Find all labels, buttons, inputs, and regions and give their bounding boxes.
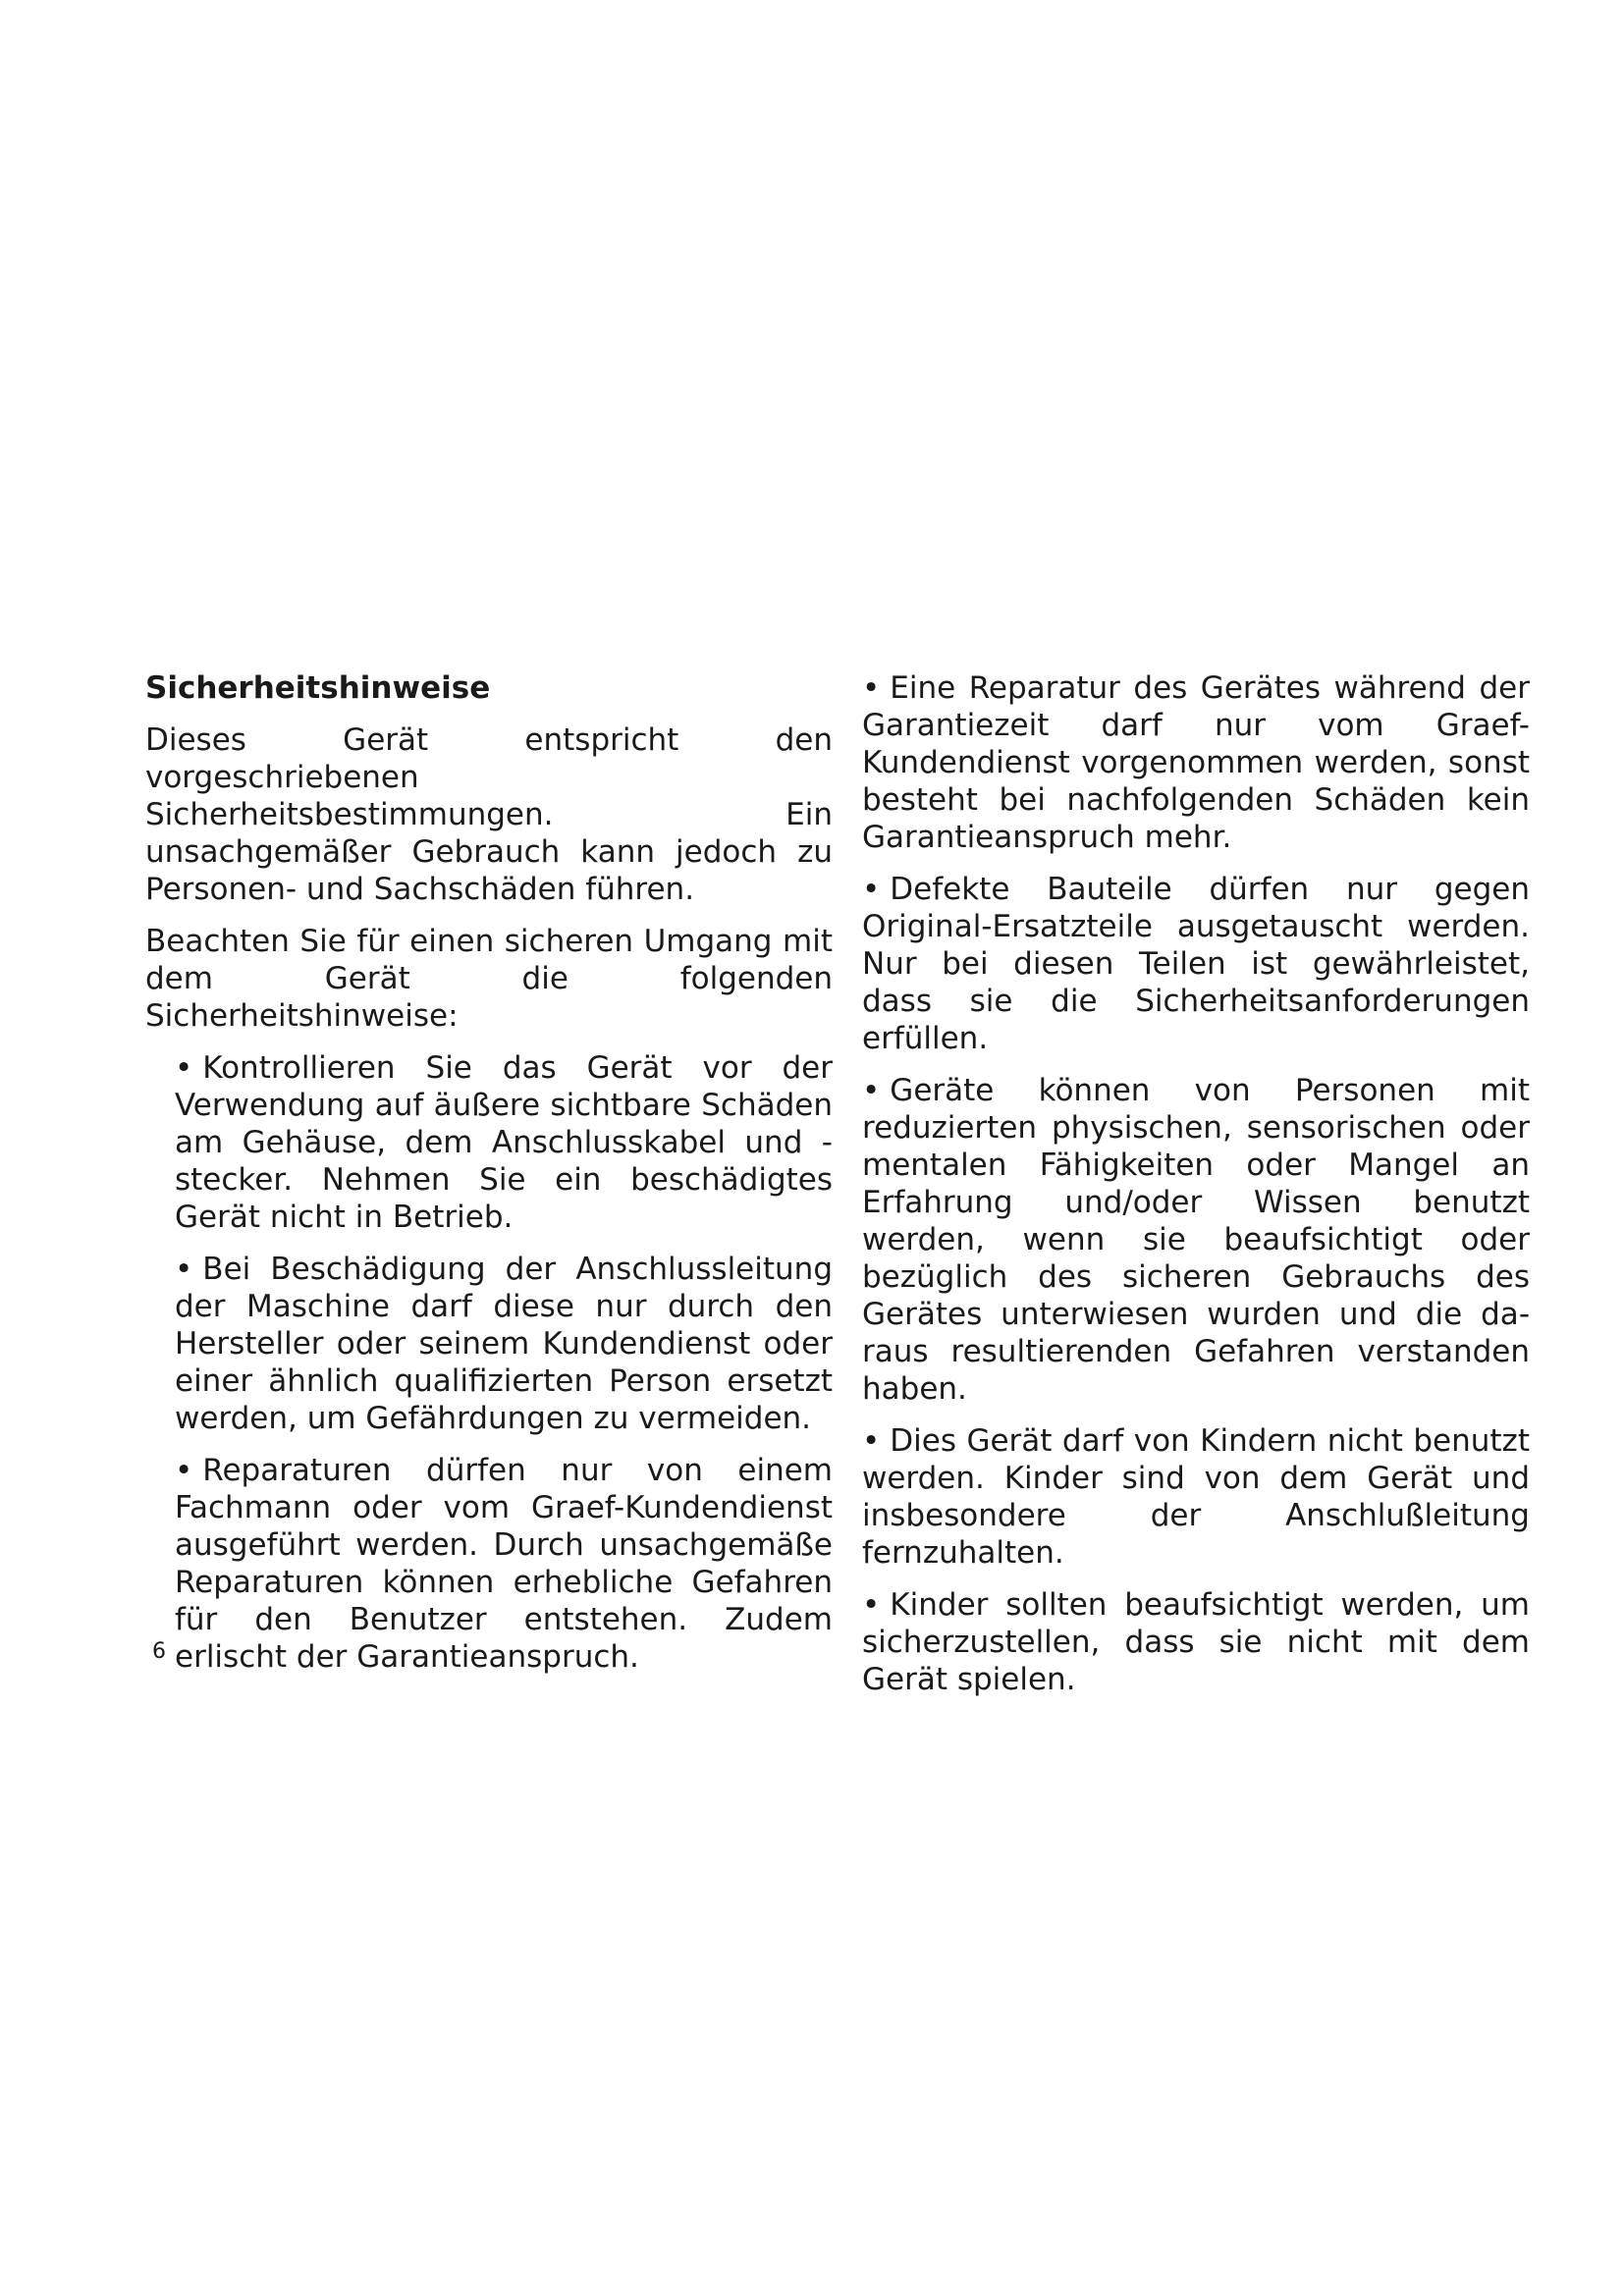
bullet-icon: • (862, 670, 881, 706)
bullet-item (862, 871, 1530, 1057)
bullet-text: Geräte können von Personen mit reduzierten physischen, sensorischen oder mentalen Fähigkeiten oder Mangel an Erfahrung und/oder Wissen benutzt werden, wenn sie beaufsichtigt oder bezüglich des sicheren Gebrauchs des Gerätes unterwiesen wurden und die daraus resultierenden Gefahren verstanden haben. (862, 1073, 1530, 1407)
bullet-text: Eine Reparatur des Gerätes während der Garantiezeit darf nur vom Graef-Kundendienst vorgenommen werden, sonst besteht bei nachfolgenden Schäden kein Garantieanspruch mehr. (862, 670, 1530, 855)
bullet-icon: • (862, 872, 881, 907)
bullet-text: Defekte Bauteile dürfen nur gegen Original-Ersatzteile ausgetauscht werden. Nur bei diesen Teilen ist gewährleistet, dass sie die Sicherheitsanforderungen erfüllen. (862, 872, 1530, 1056)
bullet-icon: • (175, 1453, 193, 1488)
bullet-item (862, 1586, 1530, 1698)
bullet-item (175, 1049, 833, 1236)
bullet-icon: • (862, 1073, 881, 1108)
section-heading: Sicherheitshinweise (145, 670, 491, 706)
bullet-item (862, 1072, 1530, 1408)
bullet-item (862, 669, 1530, 856)
bullet-text: Dies Gerät darf von Kindern nicht benutzt werden. Kinder sind von dem Gerät und insbesondere der Anschlußleitung fernzuhalten. (862, 1423, 1530, 1571)
intro-paragraph-2: Beachten Sie für einen sicheren Umgang mit dem Gerät die folgenden Sicherheitshinweise: (145, 924, 833, 1034)
bullet-list-right (862, 669, 1530, 1698)
bullet-list-left (145, 1049, 833, 1676)
bullet-item (175, 1251, 833, 1437)
bullet-text: Kontrollieren Sie das Gerät vor der Verwendung auf äußere sichtbare Schäden am Gehäuse, dem Anschlusskabel und -stecker. Nehmen Sie ein beschädigtes Gerät nicht in Betrieb. (175, 1050, 833, 1235)
bullet-icon: • (862, 1587, 881, 1623)
bullet-item (862, 1422, 1530, 1572)
right-column (862, 669, 1530, 1713)
bullet-icon: • (862, 1423, 881, 1459)
bullet-text: Kinder sollten beaufsichtigt werden, um sicherzustellen, dass sie nicht mit dem Gerät spielen. (862, 1587, 1530, 1697)
intro-paragraph-1: Dieses Gerät entspricht den vorgeschriebenen Sicherheitsbestimmungen. Ein unsachgemäßer Gebrauch kann jedoch zu Personen- und Sachschäden führen. (145, 722, 833, 907)
bullet-item (175, 1452, 833, 1676)
bullet-icon: • (175, 1252, 193, 1287)
bullet-text: Bei Beschädigung der Anschlussleitung der Maschine darf diese nur durch den Hersteller oder seinem Kundendienst oder einer ähnlich qualifizierten Person ersetzt werden, um Gefährdungen zu vermeiden. (175, 1252, 833, 1436)
page-number: 6 (152, 1639, 166, 1664)
left-column (145, 669, 833, 1690)
bullet-icon: • (175, 1050, 193, 1086)
bullet-text: Reparaturen dürfen nur von einem Fachmann oder vom Graef-Kundendienst ausgeführt werden. Durch unsachgemäße Reparaturen können erhebliche Gefahren für den Benutzer entstehen. Zudem erlischt der Garantieanspruch. (175, 1453, 833, 1675)
